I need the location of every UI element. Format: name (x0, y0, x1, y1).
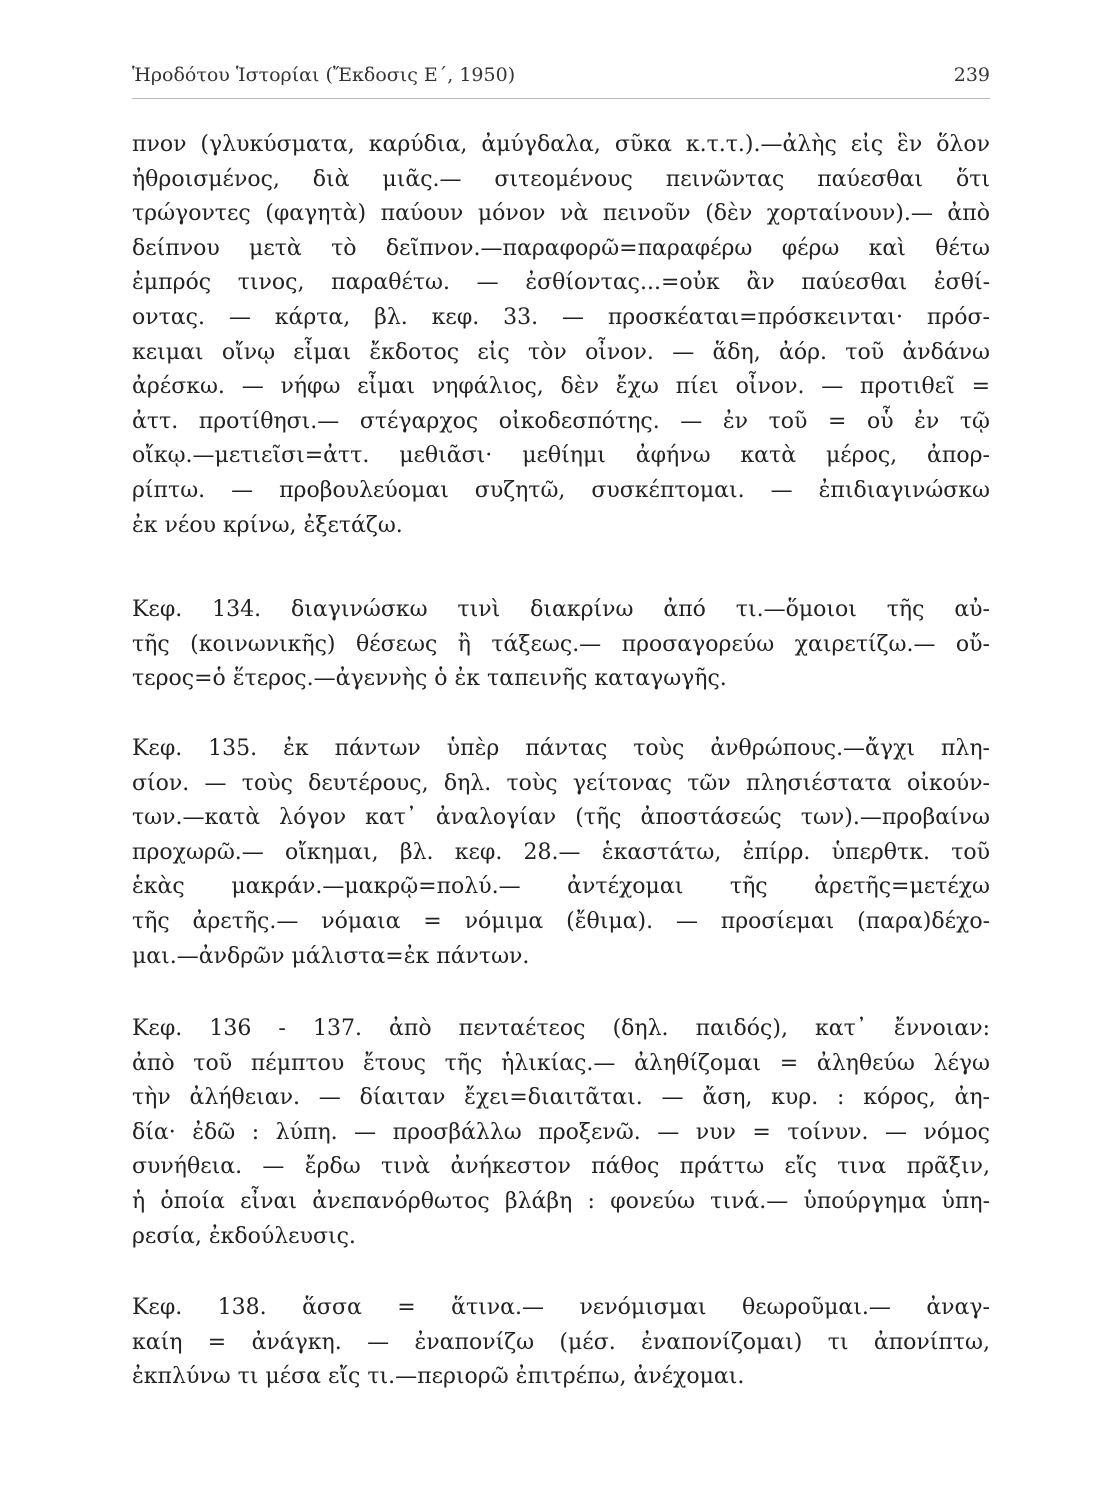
page-number: 239 (953, 64, 990, 86)
text-line: ρίπτω. — προβουλεύομαι συζητῶ, συσκέπτομαι. — ἐπιδιαγινώσκω (132, 477, 990, 503)
text-line: των.—κατὰ λόγον κατ᾽ ἀναλογίαν (τῆς ἀποστάσεώς των).—προβαίνω (132, 805, 990, 831)
text-line: Κεφ. 138. ἅσσα = ἅτινα.— νενόμισμαι θεωροῦμαι.— ἀναγ- (132, 1295, 990, 1320)
paragraph-chapter-138 (132, 1291, 990, 1395)
header-rule (132, 98, 990, 99)
text-line: ἡ ὁποία εἶναι ἀνεπανόρθωτος βλάβη : φονεύω τινά.— ὑπούργημα ὑπη- (132, 1188, 990, 1214)
text-line: ἀπὸ τοῦ πέμπτου ἔτους τῆς ἡλικίας.— ἀληθίζομαι = ἀληθεύω λέγω (132, 1050, 990, 1076)
paragraph-chapter-136-137 (132, 1012, 990, 1254)
text-line: ἠθροισμένος, διὰ μιᾶς.— σιτεομένους πεινῶντας παύεσθαι ὅτι (132, 166, 990, 192)
text-line: Κεφ. 135. ἐκ πάντων ὑπὲρ πάντας τοὺς ἀνθρώπους.—ἄγχι πλη- (132, 736, 990, 761)
paragraph-chapter-135 (132, 732, 990, 974)
text-line: Κεφ. 136 - 137. ἀπὸ πενταέτεος (δηλ. παιδός), κατ᾽ ἔννοιαν: (132, 1016, 990, 1041)
running-title: Ἡροδότου Ἱστορίαι (Ἔκδοσις Ε΄, 1950) (132, 64, 516, 86)
text-line: Κεφ. 134. διαγινώσκω τινὶ διακρίνω ἀπό τι.—ὅμοιοι τῆς αὐ- (132, 597, 990, 622)
text-line: κειμαι οἴνῳ εἶμαι ἔκδοτος εἰς τὸν οἶνον. — ἅδη, ἀόρ. τοῦ ἀνδάνω (132, 339, 990, 365)
text-line: ἑκὰς μακράν.—μακρῷ=πολύ.— ἀντέχομαι τῆς ἀρετῆς=μετέχω (132, 874, 990, 900)
text-line: ρεσία, ἐκδούλευσις. (132, 1223, 356, 1249)
text-line: οντας. — κάρτα, βλ. κεφ. 33. — προσκέαται=πρόσκεινται· πρόσ- (132, 304, 990, 330)
text-line: ἐκπλύνω τι μέσα εἴς τι.—περιορῶ ἐπιτρέπω, ἀνέχομαι. (132, 1364, 745, 1390)
text-line: προχωρῶ.— οἴκημαι, βλ. κεφ. 28.— ἑκαστάτω, ἐπίρρ. ὑπερθτκ. τοῦ (132, 839, 990, 865)
running-header (132, 64, 990, 86)
paragraph-continuation (132, 128, 990, 543)
text-line: μαι.—ἀνδρῶν μάλιστα=ἐκ πάντων. (132, 943, 530, 969)
text-line: τῆς ἀρετῆς.— νόμαια = νόμιμα (ἔθιμα). — προσίεμαι (παρα)δέχο- (132, 908, 990, 934)
text-line: συνήθεια. — ἔρδω τινὰ ἀνήκεστον πάθος πράττω εἴς τινα πρᾶξιν, (132, 1154, 990, 1180)
text-line: δείπνου μετὰ τὸ δεῖπνον.—παραφορῶ=παραφέρω φέρω καὶ θέτω (132, 235, 990, 261)
text-line: καίη = ἀνάγκη. — ἐναπονίζω (μέσ. ἐναπονίζομαι) τι ἀπονίπτω, (132, 1329, 990, 1355)
text-line: ἀρέσκω. — νήφω εἶμαι νηφάλιος, δὲν ἔχω πίει οἶνον. — προτιθεῖ = (132, 374, 990, 400)
text-line: ἐκ νέου κρίνω, ἐξετάζω. (132, 512, 403, 538)
text-line: οἴκῳ.—μετιεῖσι=ἀττ. μεθιᾶσι· μεθίημι ἀφήνω κατὰ μέρος, ἀπορ- (132, 443, 990, 469)
text-line: τῆς (κοινωνικῆς) θέσεως ἢ τάξεως.— προσαγορεύω χαιρετίζω.— οὔ- (132, 631, 990, 657)
text-line: σίον. — τοὺς δευτέρους, δηλ. τοὺς γείτονας τῶν πλησιέστατα οἰκούν- (132, 770, 990, 796)
text-line: ἀττ. προτίθησι.— στέγαρχος οἰκοδεσπότης. — ἐν τοῦ = οὗ ἐν τῷ (132, 408, 990, 434)
text-line: τερος=ὁ ἕτερος.—ἀγεννὴς ὁ ἐκ ταπεινῆς καταγωγῆς. (132, 666, 727, 692)
text-line: τρώγοντες (φαγητὰ) παύουν μόνον νὰ πεινοῦν (δὲν χορταίνουν).— ἀπὸ (132, 201, 990, 227)
text-line: ἐμπρός τινος, παραθέτω. — ἐσθίοντας...=οὐκ ἂν παύεσθαι ἐσθί- (132, 270, 990, 296)
text-line: τὴν ἀλήθειαν. — δίαιταν ἔχει=διαιτᾶται. — ἄση, κυρ. : κόρος, ἀη- (132, 1085, 990, 1111)
text-line: πνον (γλυκύσματα, καρύδια, ἀμύγδαλα, σῦκα κ.τ.τ.).—ἀλὴς εἰς ἓν ὅλον (132, 132, 990, 157)
text-line: δία· ἐδῶ : λύπη. — προσβάλλω προξενῶ. — νυν = τοίνυν. — νόμος (132, 1119, 990, 1145)
paragraph-chapter-134 (132, 593, 990, 697)
